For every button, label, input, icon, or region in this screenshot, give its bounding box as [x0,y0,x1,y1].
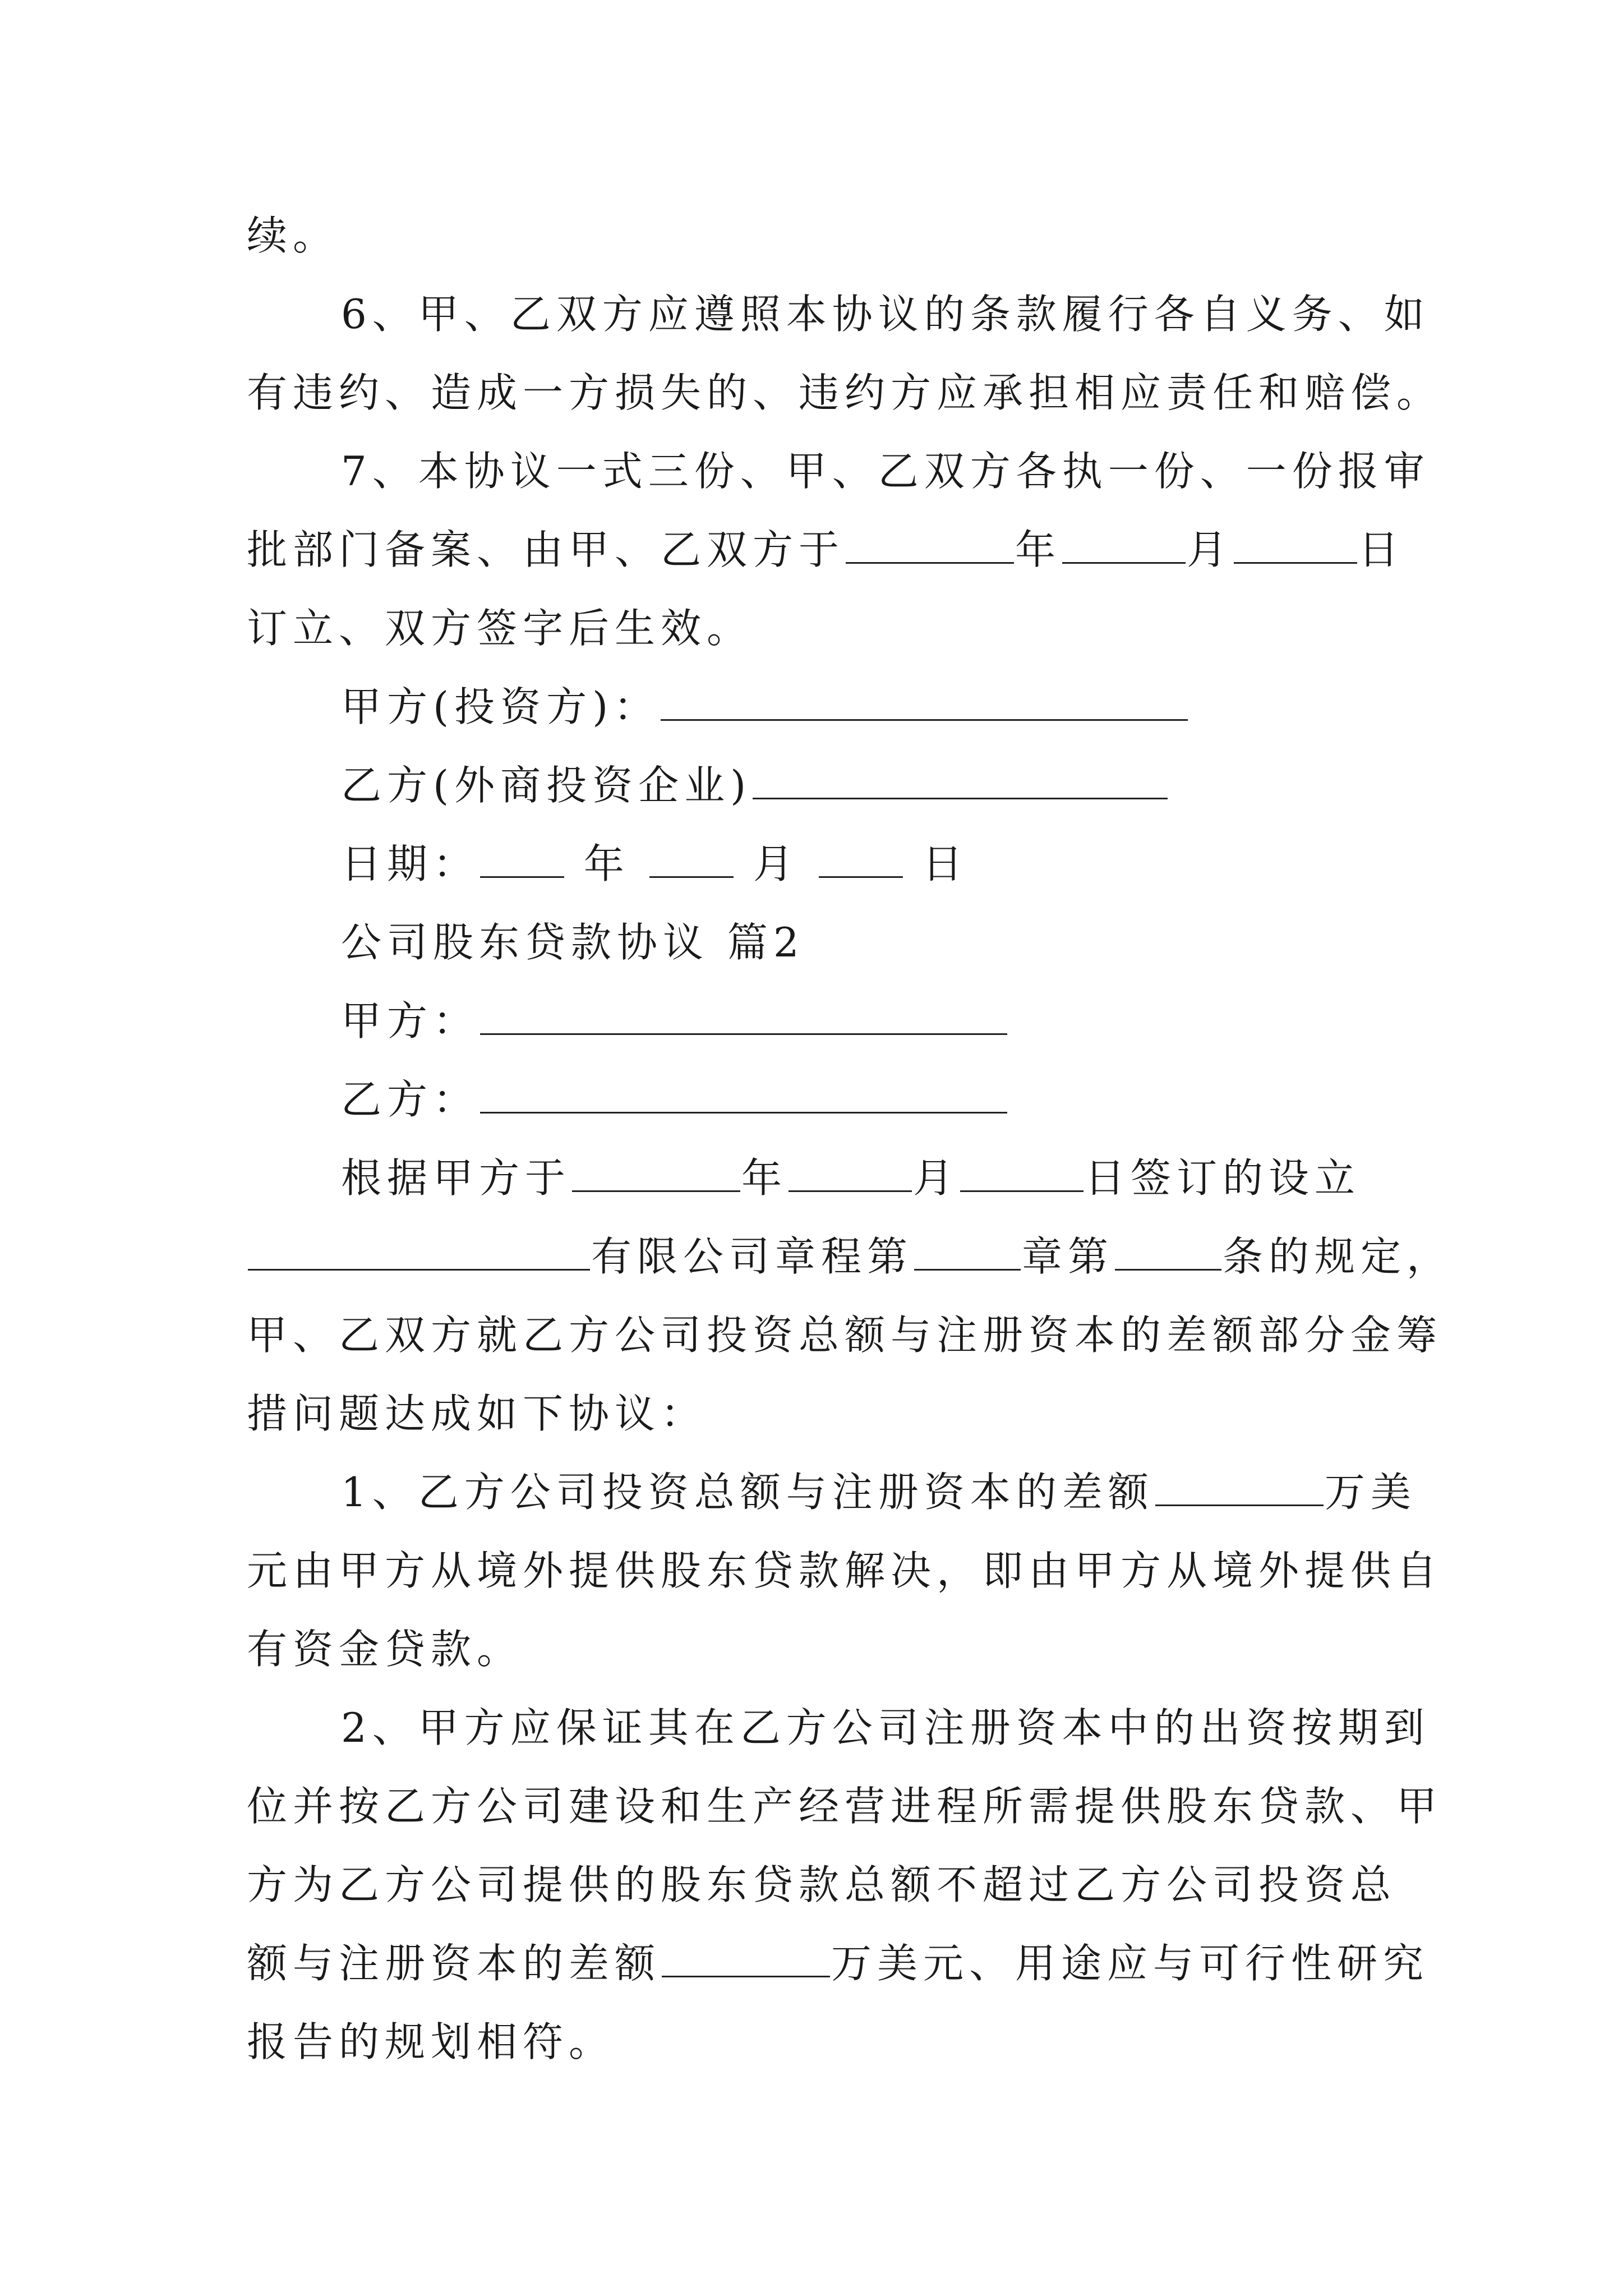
text-run: 公司股东贷款协议 篇2 [341,919,805,966]
signature-blank-line [661,682,1188,721]
text-run: 日 [1358,526,1405,573]
fill-blank-line [1155,1467,1324,1506]
text-run: 额与注册资本的差额 [247,1940,661,1987]
fill-blank-line [789,1153,912,1192]
text-run: 日 [922,840,969,887]
text-line [341,1465,1417,1519]
text-line [341,680,1189,734]
fill-blank-line [662,1939,830,1977]
text-run: 1、乙方公司投资总额与注册资本的差额 [341,1469,1154,1516]
signature-blank-line [753,761,1168,799]
fill-blank-line [248,1232,590,1271]
text-run: 报告的规划相符。 [247,2018,615,2065]
fill-blank-line [846,525,1014,564]
fill-blank-line [480,839,564,878]
text-line [247,1544,1442,1598]
text-run: 年 [741,1154,788,1202]
text-line [247,1936,1429,1990]
text-line [247,1779,1442,1833]
text-line [247,523,1404,577]
fill-blank-line [960,1153,1083,1192]
text-line [341,1701,1430,1755]
text-run: 续。 [247,212,339,259]
text-run: 甲方： [341,997,479,1045]
fill-blank-line [572,1153,740,1192]
text-run: 年 [583,840,630,887]
text-run: 有违约、造成一方损失的、违约方应承担相应责任和赔偿。 [247,369,1443,416]
text-line [247,2015,615,2069]
text-run: 条的规定， [1223,1233,1453,1280]
text-run: 6、甲、乙双方应遵照本协议的条款履行各自义务、如 [341,291,1430,338]
text-run: 日期： [341,840,479,887]
text-run: 位并按乙方公司建设和生产经营进程所需提供股东贷款、甲 [247,1783,1443,1830]
text-line [247,209,339,263]
text-run: 措问题达成如下协议： [247,1390,707,1437]
section-heading [341,915,805,969]
text-run: 乙方(外商投资企业) [341,762,752,809]
text-run: 万美元、用途应与可行性研究 [831,1940,1430,1987]
text-run: 月 [913,1154,960,1202]
text-run: 方为乙方公司提供的股东贷款总额不超过乙方公司投资总 [247,1861,1397,1908]
text-run: 订立、双方签字后生效。 [247,605,753,652]
text-line [341,1073,1008,1126]
text-run: 日签订的设立 [1085,1154,1361,1202]
text-run: 7、本协议一式三份、甲、乙双方各执一份、一份报审 [341,448,1430,495]
text-line [341,444,1430,498]
fill-blank-line [819,839,903,878]
text-run: 有限公司章程第 [591,1233,914,1280]
text-run: 2、甲方应保证其在乙方公司注册资本中的出资按期到 [341,1704,1430,1751]
text-line [341,287,1430,341]
text-run: 根据甲方于 [341,1154,571,1202]
text-run: 元由甲方从境外提供股东贷款解决，即由甲方从境外提供自 [247,1547,1443,1594]
text-line [247,1387,707,1441]
text-run: 章第 [1022,1233,1114,1280]
text-run: 万美 [1324,1469,1417,1516]
text-line [247,1230,1453,1283]
text-line [247,601,753,655]
text-line [247,1858,1396,1912]
text-run: 甲方(投资方)： [341,683,660,730]
signature-blank-line [480,1075,1007,1114]
fill-blank-line [1115,1232,1221,1271]
text-run: 甲、乙双方就乙方公司投资总额与注册资本的差额部分金筹 [247,1312,1443,1359]
text-run: 批部门备案、由甲、乙双方于 [247,526,845,573]
fill-blank-line [1234,525,1357,564]
text-run: 有资金贷款。 [247,1626,523,1673]
text-run: 乙方： [341,1076,479,1123]
text-line [341,1151,1361,1205]
text-run: 月 [753,840,799,887]
fill-blank-line [649,839,734,878]
text-line [341,994,1008,1048]
text-line [341,758,1169,812]
text-line [247,366,1442,420]
fill-blank-line [1062,525,1186,564]
text-run: 年 [1015,526,1062,573]
text-run: 月 [1187,526,1233,573]
text-line [247,1308,1442,1362]
text-line [247,1622,523,1676]
text-line [341,837,969,891]
signature-blank-line [480,996,1007,1035]
fill-blank-line [914,1232,1021,1271]
